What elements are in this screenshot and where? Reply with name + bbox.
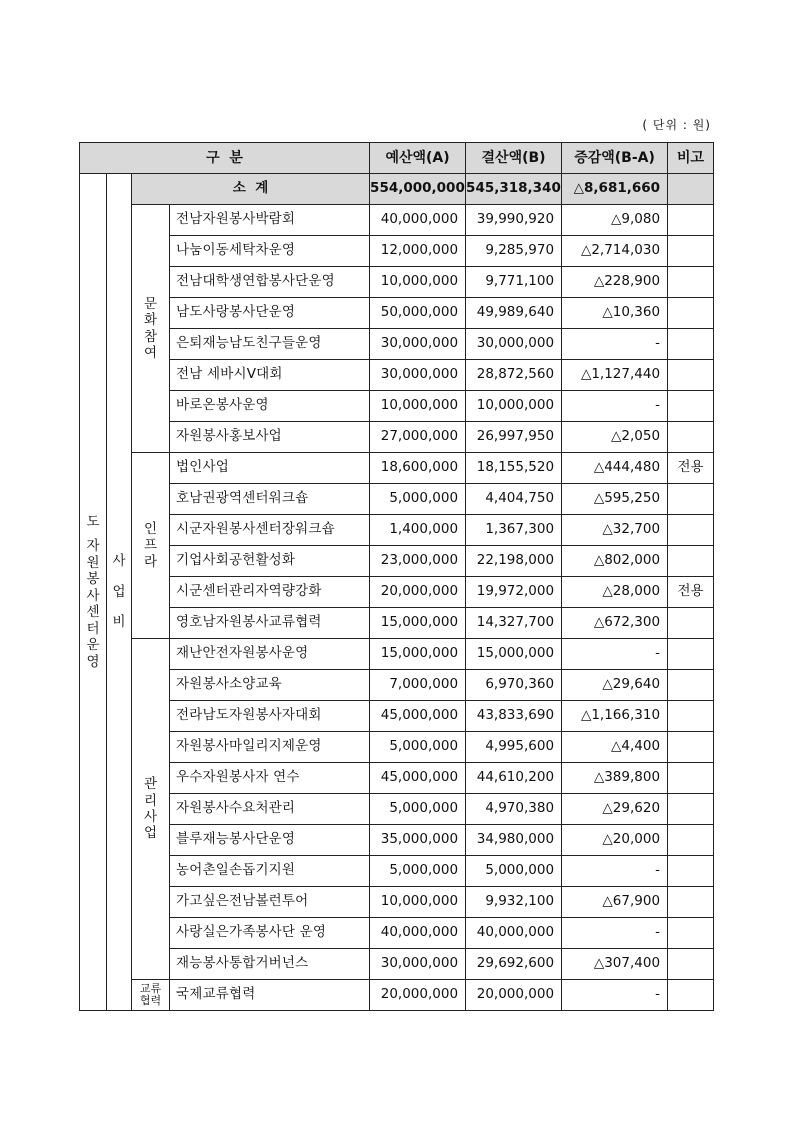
item-diff: △32,700 <box>562 515 668 546</box>
item-settlement: 49,989,640 <box>466 298 562 329</box>
item-settlement: 34,980,000 <box>466 825 562 856</box>
item-remark: 전용 <box>668 453 714 484</box>
item-diff: △389,800 <box>562 763 668 794</box>
item-name: 나눔이동세탁차운영 <box>170 236 370 267</box>
item-budget: 45,000,000 <box>370 763 466 794</box>
item-name: 자원봉사홍보사업 <box>170 422 370 453</box>
group-label-text: 문화참여 <box>143 295 158 361</box>
item-name: 전남자원봉사박람회 <box>170 205 370 236</box>
item-diff: - <box>562 639 668 670</box>
item-settlement: 15,000,000 <box>466 639 562 670</box>
item-diff: △228,900 <box>562 267 668 298</box>
item-settlement: 9,771,100 <box>466 267 562 298</box>
table-row <box>80 608 714 639</box>
item-budget: 50,000,000 <box>370 298 466 329</box>
item-name: 자원봉사마일리지제운영 <box>170 732 370 763</box>
table-row <box>80 422 714 453</box>
item-diff: △802,000 <box>562 546 668 577</box>
item-settlement: 39,990,920 <box>466 205 562 236</box>
subtotal-label: 소 계 <box>132 174 370 205</box>
item-remark <box>668 825 714 856</box>
item-budget: 23,000,000 <box>370 546 466 577</box>
item-diff: △9,080 <box>562 205 668 236</box>
table-row <box>80 732 714 763</box>
table-row <box>80 546 714 577</box>
item-name: 재난안전자원봉사운영 <box>170 639 370 670</box>
table-row <box>80 670 714 701</box>
item-diff: △10,360 <box>562 298 668 329</box>
item-budget: 30,000,000 <box>370 360 466 391</box>
item-settlement: 14,327,700 <box>466 608 562 639</box>
subtotal-settlement: 545,318,340 <box>466 174 562 205</box>
item-budget: 18,600,000 <box>370 453 466 484</box>
item-budget: 5,000,000 <box>370 732 466 763</box>
business-char: 비 <box>112 614 126 631</box>
item-remark <box>668 980 714 1011</box>
item-budget: 12,000,000 <box>370 236 466 267</box>
item-settlement: 20,000,000 <box>466 980 562 1011</box>
item-remark <box>668 484 714 515</box>
subtotal-diff: △8,681,660 <box>562 174 668 205</box>
item-budget: 7,000,000 <box>370 670 466 701</box>
item-settlement: 1,367,300 <box>466 515 562 546</box>
item-remark <box>668 763 714 794</box>
item-diff: △1,166,310 <box>562 701 668 732</box>
group-label <box>132 205 170 453</box>
item-name: 우수자원봉사자 연수 <box>170 763 370 794</box>
item-remark <box>668 887 714 918</box>
item-settlement: 4,995,600 <box>466 732 562 763</box>
item-diff: △4,400 <box>562 732 668 763</box>
item-name: 국제교류협력 <box>170 980 370 1011</box>
item-budget: 45,000,000 <box>370 701 466 732</box>
item-budget: 30,000,000 <box>370 329 466 360</box>
item-diff: - <box>562 918 668 949</box>
header-diff: 증감액(B-A) <box>562 143 668 174</box>
item-diff: △29,620 <box>562 794 668 825</box>
group-label <box>132 980 170 1011</box>
table-row <box>80 391 714 422</box>
item-diff: △595,250 <box>562 484 668 515</box>
table-row <box>80 236 714 267</box>
table-row <box>80 267 714 298</box>
item-name: 전남대학생연합봉사단운영 <box>170 267 370 298</box>
item-diff: △307,400 <box>562 949 668 980</box>
item-budget: 15,000,000 <box>370 639 466 670</box>
group-label-text: 교류협력 <box>139 981 162 1007</box>
item-remark <box>668 298 714 329</box>
item-remark <box>668 949 714 980</box>
table-row <box>80 856 714 887</box>
item-budget: 40,000,000 <box>370 918 466 949</box>
table-row <box>80 825 714 856</box>
item-name: 블루재능봉사단운영 <box>170 825 370 856</box>
item-name: 바로온봉사운영 <box>170 391 370 422</box>
item-remark <box>668 546 714 577</box>
item-diff: △1,127,440 <box>562 360 668 391</box>
table-row <box>80 205 714 236</box>
item-remark <box>668 515 714 546</box>
header-budget: 예산액(A) <box>370 143 466 174</box>
item-settlement: 30,000,000 <box>466 329 562 360</box>
item-name: 자원봉사수요처관리 <box>170 794 370 825</box>
item-diff: - <box>562 329 668 360</box>
table-row <box>80 980 714 1011</box>
group-label <box>132 453 170 639</box>
item-remark <box>668 205 714 236</box>
business-char: 사 <box>112 553 126 570</box>
item-budget: 15,000,000 <box>370 608 466 639</box>
item-name: 호남권광역센터워크숍 <box>170 484 370 515</box>
item-settlement: 18,155,520 <box>466 453 562 484</box>
item-name: 영호남자원봉사교류협력 <box>170 608 370 639</box>
item-diff: - <box>562 856 668 887</box>
table-row <box>80 701 714 732</box>
item-settlement: 44,610,200 <box>466 763 562 794</box>
table-row <box>80 360 714 391</box>
item-diff: △2,050 <box>562 422 668 453</box>
outer-label <box>80 174 107 1011</box>
item-settlement: 43,833,690 <box>466 701 562 732</box>
business-label <box>107 174 132 1011</box>
item-diff: △67,900 <box>562 887 668 918</box>
table-row <box>80 453 714 484</box>
item-remark <box>668 329 714 360</box>
item-name: 농어촌일손돕기지원 <box>170 856 370 887</box>
item-budget: 27,000,000 <box>370 422 466 453</box>
item-remark <box>668 732 714 763</box>
subtotal-row <box>80 174 714 205</box>
item-diff: △444,480 <box>562 453 668 484</box>
item-name: 재능봉사통합거버넌스 <box>170 949 370 980</box>
item-settlement: 6,970,360 <box>466 670 562 701</box>
table-row <box>80 329 714 360</box>
item-settlement: 22,198,000 <box>466 546 562 577</box>
header-row <box>80 143 714 174</box>
item-remark <box>668 856 714 887</box>
item-remark <box>668 794 714 825</box>
item-budget: 10,000,000 <box>370 887 466 918</box>
subtotal-budget: 554,000,000 <box>370 174 466 205</box>
item-name: 전라남도자원봉사자대회 <box>170 701 370 732</box>
table-row <box>80 763 714 794</box>
item-remark <box>668 639 714 670</box>
table-row <box>80 794 714 825</box>
item-diff: - <box>562 391 668 422</box>
header-settlement: 결산액(B) <box>466 143 562 174</box>
item-name: 시군센터관리자역량강화 <box>170 577 370 608</box>
table-row <box>80 949 714 980</box>
item-diff: △28,000 <box>562 577 668 608</box>
item-budget: 40,000,000 <box>370 205 466 236</box>
item-diff: △672,300 <box>562 608 668 639</box>
group-label <box>132 639 170 980</box>
item-settlement: 5,000,000 <box>466 856 562 887</box>
item-settlement: 10,000,000 <box>466 391 562 422</box>
table-row <box>80 515 714 546</box>
item-name: 은퇴재능남도친구들운영 <box>170 329 370 360</box>
item-remark <box>668 236 714 267</box>
item-remark: 전용 <box>668 577 714 608</box>
item-remark <box>668 701 714 732</box>
item-budget: 10,000,000 <box>370 391 466 422</box>
table-row <box>80 577 714 608</box>
item-remark <box>668 360 714 391</box>
group-label-text: 관리사업 <box>143 776 158 842</box>
item-budget: 30,000,000 <box>370 949 466 980</box>
item-settlement: 29,692,600 <box>466 949 562 980</box>
table-row <box>80 484 714 515</box>
outer-label-first: 도 <box>86 513 100 530</box>
subtotal-remark <box>668 174 714 205</box>
item-diff: - <box>562 980 668 1011</box>
table-row <box>80 918 714 949</box>
item-remark <box>668 422 714 453</box>
item-settlement: 40,000,000 <box>466 918 562 949</box>
item-settlement: 28,872,560 <box>466 360 562 391</box>
item-budget: 5,000,000 <box>370 484 466 515</box>
item-name: 자원봉사소양교육 <box>170 670 370 701</box>
item-settlement: 9,285,970 <box>466 236 562 267</box>
header-category: 구 분 <box>80 143 370 174</box>
item-name: 기업사회공헌활성화 <box>170 546 370 577</box>
item-budget: 5,000,000 <box>370 794 466 825</box>
item-diff: △20,000 <box>562 825 668 856</box>
item-settlement: 4,970,380 <box>466 794 562 825</box>
item-settlement: 26,997,950 <box>466 422 562 453</box>
group-label-text: 인프라 <box>143 520 158 570</box>
item-name: 전남 세바시V대회 <box>170 360 370 391</box>
business-char: 업 <box>112 583 126 600</box>
item-name: 사랑실은가족봉사단 운영 <box>170 918 370 949</box>
item-remark <box>668 670 714 701</box>
item-budget: 20,000,000 <box>370 577 466 608</box>
item-budget: 5,000,000 <box>370 856 466 887</box>
item-budget: 1,400,000 <box>370 515 466 546</box>
item-remark <box>668 608 714 639</box>
item-name: 시군자원봉사센터장워크숍 <box>170 515 370 546</box>
item-name: 법인사업 <box>170 453 370 484</box>
item-diff: △29,640 <box>562 670 668 701</box>
item-remark <box>668 391 714 422</box>
item-settlement: 19,972,000 <box>466 577 562 608</box>
item-settlement: 9,932,100 <box>466 887 562 918</box>
item-name: 가고싶은전남볼런투어 <box>170 887 370 918</box>
header-remark: 비고 <box>668 143 714 174</box>
item-budget: 35,000,000 <box>370 825 466 856</box>
item-diff: △2,714,030 <box>562 236 668 267</box>
table-row <box>80 298 714 329</box>
item-remark <box>668 918 714 949</box>
unit-note: ( 단위 : 원) <box>642 118 711 132</box>
table-row <box>80 887 714 918</box>
item-budget: 20,000,000 <box>370 980 466 1011</box>
item-remark <box>668 267 714 298</box>
outer-label-rest: 자원봉사센터운영 <box>86 538 100 670</box>
item-settlement: 4,404,750 <box>466 484 562 515</box>
table-row <box>80 639 714 670</box>
budget-settlement-table <box>79 142 714 1011</box>
item-budget: 10,000,000 <box>370 267 466 298</box>
item-name: 남도사랑봉사단운영 <box>170 298 370 329</box>
